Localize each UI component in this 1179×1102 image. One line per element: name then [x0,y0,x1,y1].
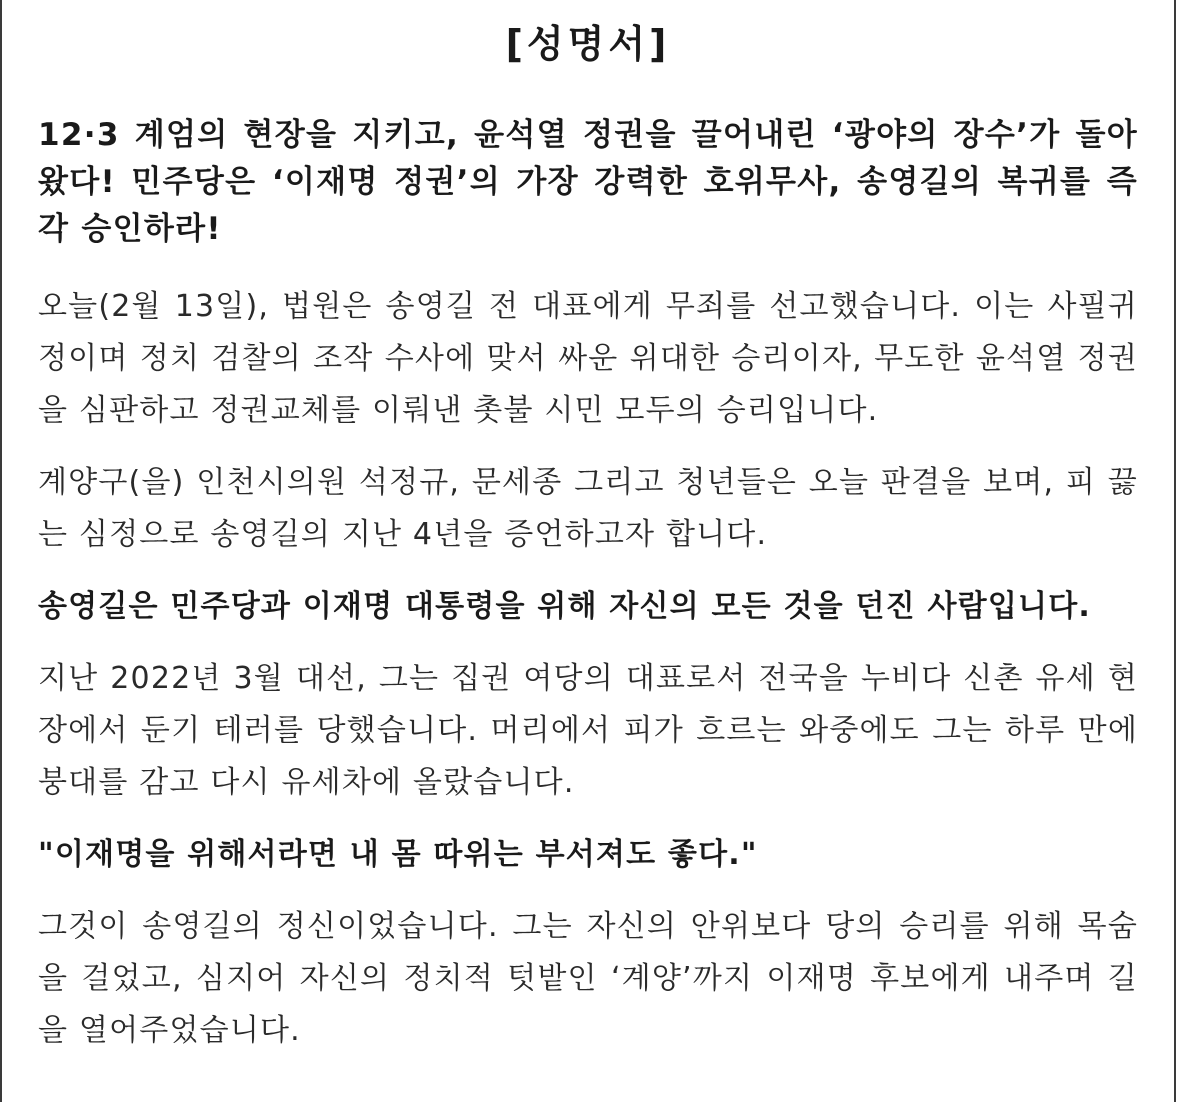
paragraph-verdict: 오늘(2월 13일), 법원은 송영길 전 대표에게 무죄를 선고했습니다. 이는 사필귀정이며 정치 검찰의 조작 수사에 맞서 싸운 위대한 승리이자, 무도한 윤석열 정권을 심판하고 정권교체를 이뤄낸 촛불 시민 모두의 승리입니다. [38,289,1138,428]
headline: 12·3 계엄의 현장을 지키고, 윤석열 정권을 끌어내린 ‘광야의 장수’가 돌아왔다! 민주당은 ‘이재명 정권’의 가장 강력한 호위무사, 송영길의 복귀를 즉각 승인하라! [38,117,1138,247]
paragraph-spirit: 그것이 송영길의 정신이었습니다. 그는 자신의 안위보다 당의 승리를 위해 목숨을 걸었고, 심지어 자신의 정치적 텃밭인 ‘계양’까지 이재명 후보에게 내주며 길을 열어주었습니다. [38,909,1138,1048]
paragraph-dedication: 송영길은 민주당과 이재명 대통령을 위해 자신의 모든 것을 던진 사람입니다. [38,589,1091,624]
document-title: [성명서] [505,22,671,66]
statement-document [38,0,1138,1057]
paragraph-testimony: 계양구(을) 인천시의원 석정규, 문세종 그리고 청년들은 오늘 판결을 보며, 피 끓는 심정으로 송영길의 지난 4년을 증언하고자 합니다. [38,465,1138,552]
quote: "이재명을 위해서라면 내 몸 따위는 부서져도 좋다." [38,837,758,872]
paragraph-2022-election: 지난 2022년 3월 대선, 그는 집권 여당의 대표로서 전국을 누비다 신촌 유세 현장에서 둔기 테러를 당했습니다. 머리에서 피가 흐르는 와중에도 그는 하루 만에 붕대를 감고 다시 유세차에 올랐습니다. [38,661,1138,800]
